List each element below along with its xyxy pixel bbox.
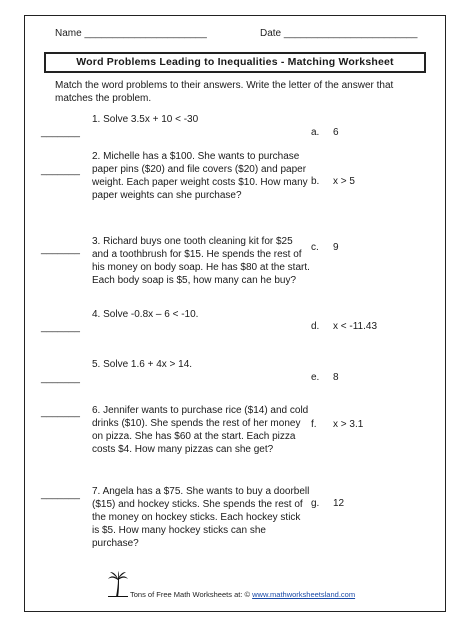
answer-value-d: x < -11.43 (333, 321, 378, 332)
answer-letter-b: b. (311, 176, 320, 187)
answer-value-c: 9 (333, 242, 339, 253)
answer-letter-d: d. (311, 321, 320, 332)
question-6: 6. Jennifer wants to purchase rice ($14) and cold drinks ($10). She spends the rest of her money on pizza. She has $60 at the start. Each pizza costs $4. How many pizzas can she get? (92, 405, 309, 455)
answer-value-f: x > 3.1 (333, 419, 364, 430)
answer-value-g: 12 (333, 498, 345, 509)
answer-blank-5: _______ (41, 373, 80, 384)
answer-blank-7: _______ (41, 489, 80, 500)
answer-blank-6: _______ (41, 407, 80, 418)
answer-value-a: 6 (333, 127, 339, 138)
question-4: 4. Solve -0.8x – 6 < -10. (92, 309, 199, 320)
instructions: Match the word problems to their answers. Write the letter of the answer that matches the problem. (55, 80, 394, 104)
answer-blank-2: _______ (41, 165, 80, 176)
answer-letter-a: a. (311, 127, 320, 138)
name-field: Name ______________________ (55, 28, 207, 39)
footer-url-link[interactable]: www.mathworksheetsland.com (252, 590, 356, 599)
answer-value-e: 8 (333, 372, 339, 383)
answer-letter-c: c. (311, 242, 319, 253)
palm-tree-icon (108, 571, 128, 597)
answer-blank-3: _______ (41, 244, 80, 255)
question-3: 3. Richard buys one tooth cleaning kit for $25 and a toothbrush for $15. He spends the rest of his money on body soap. He has $80 at the start. Each body soap is $5, how many can he buy? (92, 236, 310, 286)
answer-letter-f: f. (311, 419, 317, 430)
answer-letter-e: e. (311, 372, 320, 383)
answer-value-b: x > 5 (333, 176, 355, 187)
answer-letter-g: g. (311, 498, 320, 509)
date-field: Date ________________________ (260, 28, 418, 39)
worksheet-title: Word Problems Leading to Inequalities - Matching Worksheet (44, 52, 426, 73)
answer-blank-1: _______ (41, 127, 80, 138)
footer-credit (130, 590, 355, 599)
question-7: 7. Angela has a $75. She wants to buy a doorbell ($15) and hockey sticks. She spends the rest of the money on hockey sticks. Each hockey stick is $5. How many hockey sticks can she purchase? (92, 486, 310, 549)
question-1: 1. Solve 3.5x + 10 < -30 (92, 114, 199, 125)
question-2: 2. Michelle has a $100. She wants to purchase paper pins ($20) and file covers ($20) and paper weight. Each paper weight costs $10. How many paper weights can she purchase? (92, 151, 308, 201)
question-5: 5. Solve 1.6 + 4x > 14. (92, 359, 193, 370)
answer-blank-4: _______ (41, 322, 80, 333)
footer-text: Tons of Free Math Worksheets at: © (130, 590, 253, 599)
